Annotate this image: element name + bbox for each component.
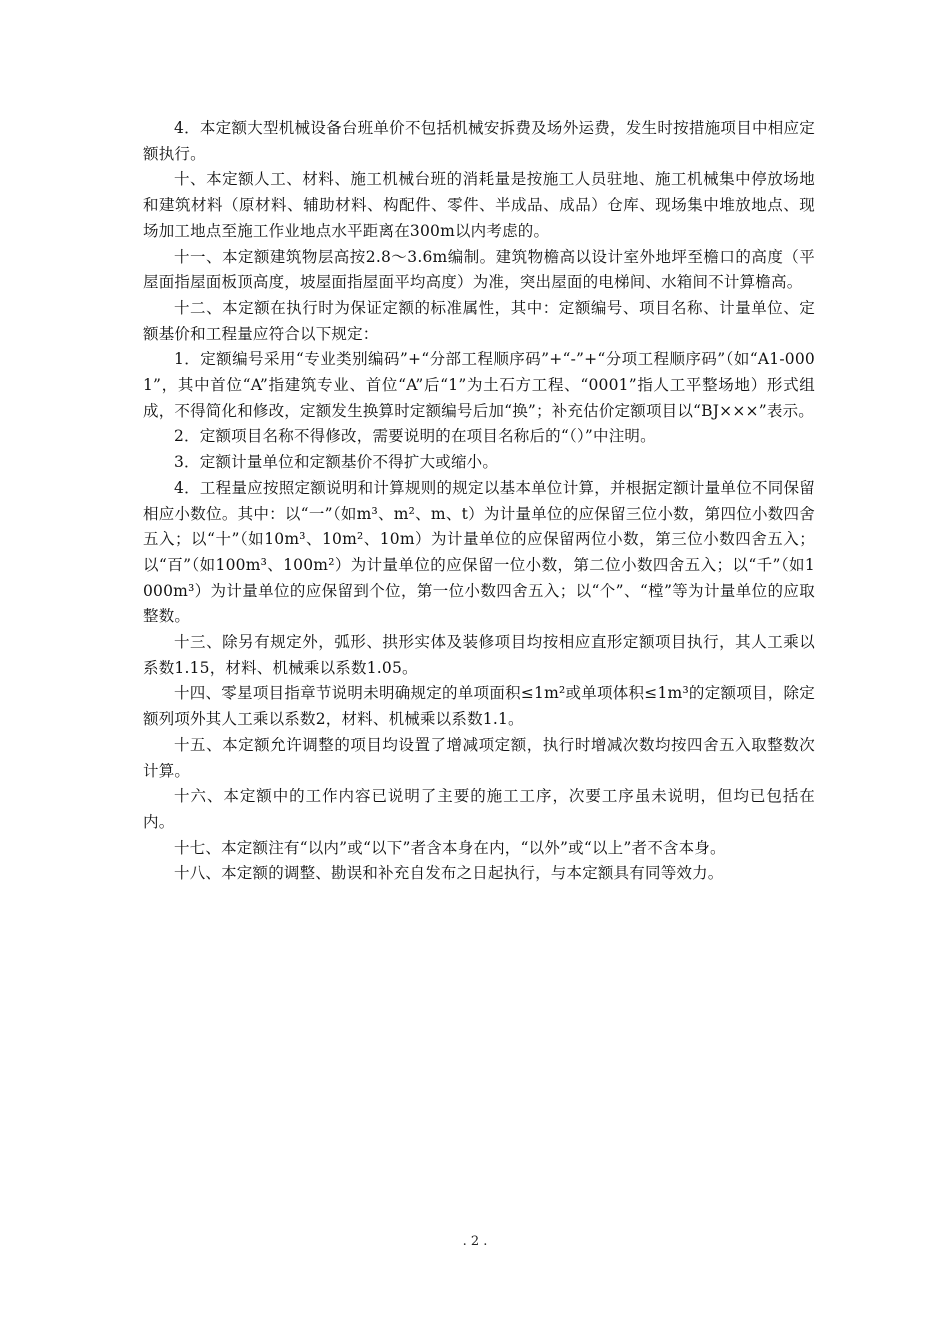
paragraph-section-17: 十七、本定额注有“以内”或“以下”者含本身在内，“以外”或“以上”者不含本身。 (174, 838, 726, 857)
paragraph-section-10: 十、本定额人工、材料、施工机械台班的消耗量是按施工人员驻地、施工机械集中停放场地和建筑材料（原材料、辅助材料、构配件、零件、半成品、成品）仓库、现场集中堆放地点、现场加工地点至施工作业地点水平距离在300m以内考虑的。 (143, 170, 815, 240)
paragraph-section-15: 十五、本定额允许调整的项目均设置了增减项定额，执行时增减次数均按四舍五入取整数次计算。 (143, 735, 815, 780)
paragraph-section-11: 十一、本定额建筑物层高按2.8～3.6m编制。建筑物檐高以设计室外地坪至檐口的高度（平屋面指屋面板顶高度，坡屋面指屋面平均高度）为准，突出屋面的电梯间、水箱间不计算檐高。 (143, 247, 815, 292)
paragraph-rule-4-quantities: 4．工程量应按照定额说明和计算规则的规定以基本单位计算，并根据定额计量单位不同保留相应小数位。其中：以“一”（如m³、m²、m、t）为计量单位的应保留三位小数，第四位小数四舍五入；以“十”（如10m³、10m²、10m）为计量单位的应保留两位小数，第三位小数四舍五入；以“百”（如100m³、100m²）为计量单位的应保留一位小数，第二位小数四舍五入；以“千”（如1000m³）为计量单位的应保留到个位，第一位小数四舍五入；以“个”、“樘”等为计量单位的应取整数。 (143, 478, 815, 626)
page-number: . 2 . (462, 1234, 488, 1249)
paragraph-section-18: 十八、本定额的调整、勘误和补充自发布之日起执行，与本定额具有同等效力。 (174, 864, 724, 883)
paragraph-section-13: 十三、除另有规定外，弧形、拱形实体及装修项目均按相应直形定额项目执行，其人工乘以系数1.15，材料、机械乘以系数1.05。 (143, 633, 815, 677)
paragraph-machinery-price: 4．本定额大型机械设备台班单价不包括机械安拆费及场外运费，发生时按措施项目中相应定额执行。 (143, 119, 815, 163)
paragraph-rule-1-numbering: 1．定额编号采用“专业类别编码”+“分部工程顺序码”+“-”+“分项工程顺序码”（如“A1-0001”，其中首位“A”指建筑专业、首位“A”后“1”为土石方工程、“0001”指人工平整场地）形式组成，不得简化和修改，定额发生换算时定额编号后加“换”；补充估价定额项目以“BJ×××”表示。 (143, 350, 815, 420)
paragraph-rule-2-names: 2．定额项目名称不得修改，需要说明的在项目名称后的“（）”中注明。 (174, 427, 656, 446)
paragraph-section-16: 十六、本定额中的工作内容已说明了主要的施工工序，次要工序虽未说明，但均已包括在内。 (143, 787, 815, 831)
paragraph-rule-3-units: 3．定额计量单位和定额基价不得扩大或缩小。 (174, 453, 499, 472)
paragraph-section-12: 十二、本定额在执行时为保证定额的标准属性，其中：定额编号、项目名称、计量单位、定额基价和工程量应符合以下规定： (143, 298, 815, 343)
document-body (143, 116, 815, 887)
paragraph-section-14: 十四、零星项目指章节说明未明确规定的单项面积≤1m²或单项体积≤1m³的定额项目，除定额列项外其人工乘以系数2，材料、机械乘以系数1.1。 (143, 684, 815, 729)
